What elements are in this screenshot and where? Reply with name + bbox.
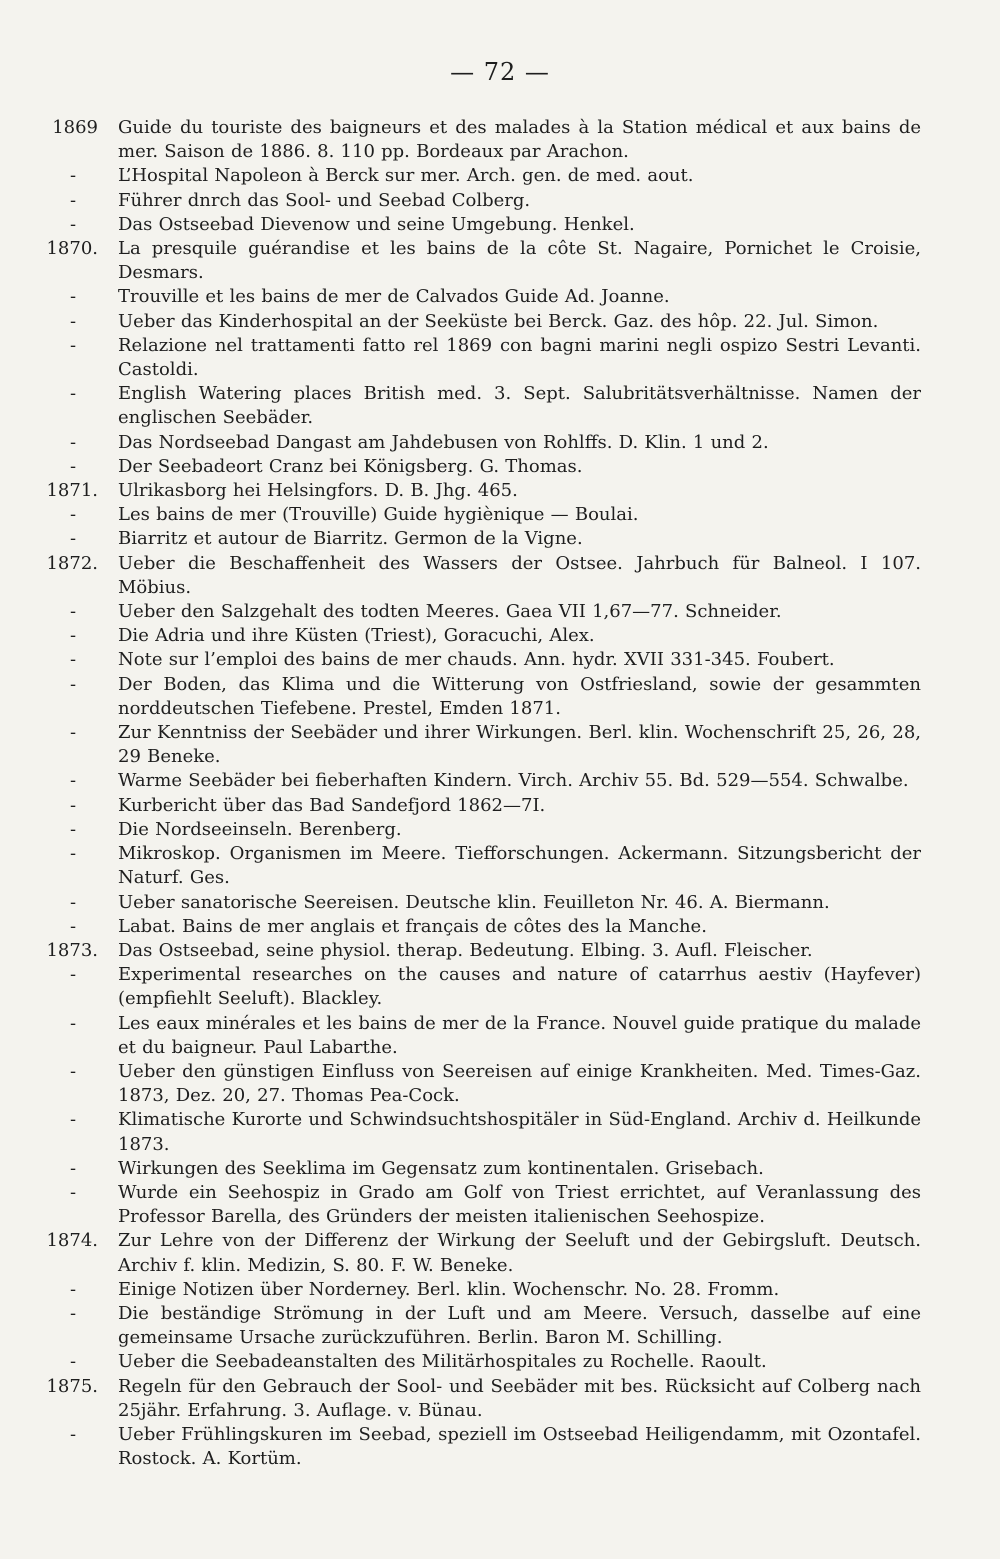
entry-dash: - xyxy=(69,794,77,816)
bibliography-entry xyxy=(69,600,921,624)
entry-text: Wirkungen des Seeklima im Gegensatz zum kontinentalen. Grisebach. xyxy=(118,1157,764,1179)
entry-text: Zur Lehre von der Differenz der Wirkung der Seeluft und der Gebirgsluft. Deutsch. Archiv f. klin. Medizin, S. 80. F. W. Beneke. xyxy=(118,1230,921,1276)
bibliography-entry xyxy=(69,455,921,479)
entry-dash: - xyxy=(69,1423,77,1445)
entry-dash: - xyxy=(69,455,77,477)
bibliography-list xyxy=(0,116,1000,1471)
entry-dash: - xyxy=(69,310,77,332)
bibliography-entry xyxy=(69,527,921,551)
entry-dash: - xyxy=(69,383,77,405)
entry-year: 1875. xyxy=(46,1375,98,1397)
entry-text: Mikroskop. Organismen im Meere. Tiefforschungen. Ackermann. Sitzungsbericht der Naturf. Ges. xyxy=(118,843,921,889)
entry-text: Die beständige Strömung in der Luft und am Meere. Versuch, dasselbe auf eine gemeinsame Ursache zurückzuführen. Berlin. Baron M. Schilling. xyxy=(118,1302,921,1349)
bibliography-entry xyxy=(69,1157,921,1181)
entry-text: Warme Seebäder bei fieberhaften Kindern. Virch. Archiv 55. Bd. 529—554. Schwalbe. xyxy=(118,770,909,792)
bibliography-entry xyxy=(69,334,921,382)
entry-dash: - xyxy=(69,1181,77,1203)
entry-text: Ueber den günstigen Einfluss von Seereisen auf einige Krankheiten. Med. Times-Gaz. 1873, Dez. 20, 27. Thomas Pea-Cock. xyxy=(118,1060,921,1107)
bibliography-entry xyxy=(69,624,921,648)
entry-text: Die Nordseeinseln. Berenberg. xyxy=(118,818,402,840)
entry-text: Kurbericht über das Bad Sandefjord 1862—7I. xyxy=(118,794,546,816)
bibliography-entry xyxy=(69,1423,921,1471)
entry-text: Die Adria und ihre Küsten (Triest), Goracuchi, Alex. xyxy=(118,625,595,647)
bibliography-entry xyxy=(69,503,921,527)
entry-text: Klimatische Kurorte und Schwindsuchtshospitäler in Süd-England. Archiv d. Heilkunde 1873. xyxy=(118,1109,921,1155)
entry-year: 1869 xyxy=(52,117,98,138)
bibliography-entry xyxy=(52,116,921,164)
bibliography-entry xyxy=(69,164,921,188)
bibliography-entry xyxy=(69,310,921,334)
entry-text: Ueber die Beschaffenheit des Wassers der Ostsee. Jahrbuch für Balneol. I 107. Möbius. xyxy=(118,552,921,598)
bibliography-entry xyxy=(46,1375,921,1423)
bibliography-entry xyxy=(69,794,921,818)
entry-text: Ueber Frühlingskuren im Seebad, speziell im Ostseebad Heiligendamm, mit Ozontafel. Rostock. A. Kortüm. xyxy=(118,1423,921,1470)
bibliography-entry xyxy=(69,648,921,672)
page-number: — 72 — xyxy=(450,58,550,86)
entry-dash: - xyxy=(69,722,77,744)
entry-dash: - xyxy=(69,1278,77,1300)
entry-text: L’Hospital Napoleon à Berck sur mer. Arch. gen. de med. aout. xyxy=(118,165,694,187)
entry-year: 1871. xyxy=(46,480,98,502)
entry-dash: - xyxy=(69,843,77,865)
bibliography-entry xyxy=(69,1108,921,1156)
entry-text: Guide du touriste des baigneurs et des malades à la Station médical et aux bains de mer. Saison de 1886. 8. 110 pp. Bordeaux par Arachon. xyxy=(118,117,921,163)
bibliography-entry xyxy=(69,1181,921,1229)
entry-text: Note sur l’emploi des bains de mer chauds. Ann. hydr. XVII 331-345. Foubert. xyxy=(118,649,835,671)
entry-text: Biarritz et autour de Biarritz. Germon de la Vigne. xyxy=(118,528,583,550)
bibliography-entry xyxy=(69,915,921,939)
bibliography-entry xyxy=(46,1229,921,1277)
bibliography-entry xyxy=(69,818,921,842)
bibliography-entry xyxy=(69,1012,921,1060)
bibliography-entry xyxy=(69,213,921,237)
entry-text: Relazione nel trattamenti fatto rel 1869 con bagni marini negli ospizo Sestri Levanti. Castoldi. xyxy=(118,334,921,381)
entry-text: Das Ostseebad Dievenow und seine Umgebung. Henkel. xyxy=(118,213,635,235)
entry-dash: - xyxy=(69,649,77,671)
entry-year: 1874. xyxy=(46,1230,98,1252)
entry-text: Ueber den Salzgehalt des todten Meeres. Gaea VII 1,67—77. Schneider. xyxy=(118,601,782,623)
entry-text: Ueber das Kinderhospital an der Seeküste bei Berck. Gaz. des hôp. 22. Jul. Simon. xyxy=(118,310,879,332)
entry-dash: - xyxy=(69,431,77,453)
bibliography-entry xyxy=(69,891,921,915)
entry-dash: - xyxy=(69,286,77,308)
bibliography-entry xyxy=(46,939,921,963)
entry-year: 1872. xyxy=(46,552,98,574)
bibliography-entry xyxy=(46,479,921,503)
bibliography-entry xyxy=(69,285,921,309)
entry-dash: - xyxy=(69,818,77,840)
bibliography-entry xyxy=(46,552,921,600)
entry-text: Der Seebadeort Cranz bei Königsberg. G. Thomas. xyxy=(118,455,583,477)
bibliography-entry xyxy=(69,1060,921,1108)
entry-year: 1870. xyxy=(46,238,98,260)
bibliography-entry xyxy=(69,1278,921,1302)
bibliography-entry xyxy=(69,1302,921,1350)
entry-text: Ueber die Seebadeanstalten des Militärhospitales zu Rochelle. Raoult. xyxy=(118,1351,767,1373)
entry-dash: - xyxy=(69,673,77,695)
bibliography-entry xyxy=(69,842,921,890)
entry-text: Einige Notizen über Norderney. Berl. klin. Wochenschr. No. 28. Fromm. xyxy=(118,1278,780,1300)
entry-text: Regeln für den Gebrauch der Sool- und Seebäder mit bes. Rücksicht auf Colberg nach 25jähr. Erfahrung. 3. Auflage. v. Bünau. xyxy=(118,1375,921,1421)
entry-year: 1873. xyxy=(46,939,98,961)
entry-dash: - xyxy=(69,504,77,526)
entry-text: English Watering places British med. 3. Sept. Salubritätsverhältnisse. Namen der englischen Seebäder. xyxy=(118,383,921,429)
bibliography-entry xyxy=(69,963,921,1011)
entry-text: Ueber sanatorische Seereisen. Deutsche klin. Feuilleton Nr. 46. A. Biermann. xyxy=(118,891,830,913)
entry-dash: - xyxy=(69,891,77,913)
entry-dash: - xyxy=(69,334,77,356)
entry-text: Der Boden, das Klima und die Witterung von Ostfriesland, sowie der gesammten norddeutschen Tiefebene. Prestel, Emden 1871. xyxy=(118,673,921,719)
entry-text: Les eaux minérales et les bains de mer de la France. Nouvel guide pratique du malade et du baigneur. Paul Labarthe. xyxy=(118,1012,921,1058)
bibliography-entry xyxy=(69,382,921,430)
entry-text: Trouville et les bains de mer de Calvados Guide Ad. Joanne. xyxy=(118,286,670,308)
entry-dash: - xyxy=(69,770,77,792)
bibliography-entry xyxy=(69,769,921,793)
entry-dash: - xyxy=(69,1109,77,1131)
entry-dash: - xyxy=(69,213,77,235)
entry-dash: - xyxy=(69,964,77,986)
entry-dash: - xyxy=(69,189,77,211)
entry-dash: - xyxy=(69,1351,77,1373)
entry-dash: - xyxy=(69,1012,77,1034)
bibliography-entry xyxy=(69,431,921,455)
entry-text: Zur Kenntniss der Seebäder und ihrer Wirkungen. Berl. klin. Wochenschrift 25, 26, 28, 29 Beneke. xyxy=(118,722,921,768)
entry-dash: - xyxy=(69,915,77,937)
entry-dash: - xyxy=(69,601,77,623)
entry-dash: - xyxy=(69,165,77,187)
entry-dash: - xyxy=(69,1060,77,1082)
bibliography-entry xyxy=(69,721,921,769)
entry-text: Führer dnrch das Sool- und Seebad Colberg. xyxy=(118,189,531,211)
bibliography-entry xyxy=(46,237,921,285)
entry-text: Labat. Bains de mer anglais et français de côtes des la Manche. xyxy=(118,915,707,937)
entry-text: Experimental researches on the causes and nature of catarrhus aestiv (Hayfever) (empfiehlt Seeluft). Blackley. xyxy=(118,964,921,1010)
bibliography-entry xyxy=(69,1350,921,1374)
entry-text: Das Ostseebad, seine physiol. therap. Bedeutung. Elbing. 3. Aufl. Fleischer. xyxy=(118,939,813,961)
bibliography-entry xyxy=(69,189,921,213)
entry-dash: - xyxy=(69,1157,77,1179)
entry-text: Wurde ein Seehospiz in Grado am Golf von Triest errichtet, auf Veranlassung des Professor Barella, des Gründers der meisten italienischen Seehospize. xyxy=(118,1181,921,1228)
entry-dash: - xyxy=(69,1302,77,1324)
entry-text: La presquile guérandise et les bains de la côte St. Nagaire, Pornichet le Croisie, Desmars. xyxy=(118,238,921,284)
entry-dash: - xyxy=(69,528,77,550)
entry-text: Ulrikasborg hei Helsingfors. D. B. Jhg. 465. xyxy=(118,480,518,502)
bibliography-entry xyxy=(69,673,921,721)
entry-text: Les bains de mer (Trouville) Guide hygiènique — Boulai. xyxy=(118,504,639,526)
entry-text: Das Nordseebad Dangast am Jahdebusen von Rohlffs. D. Klin. 1 und 2. xyxy=(118,431,769,453)
entry-dash: - xyxy=(69,625,77,647)
